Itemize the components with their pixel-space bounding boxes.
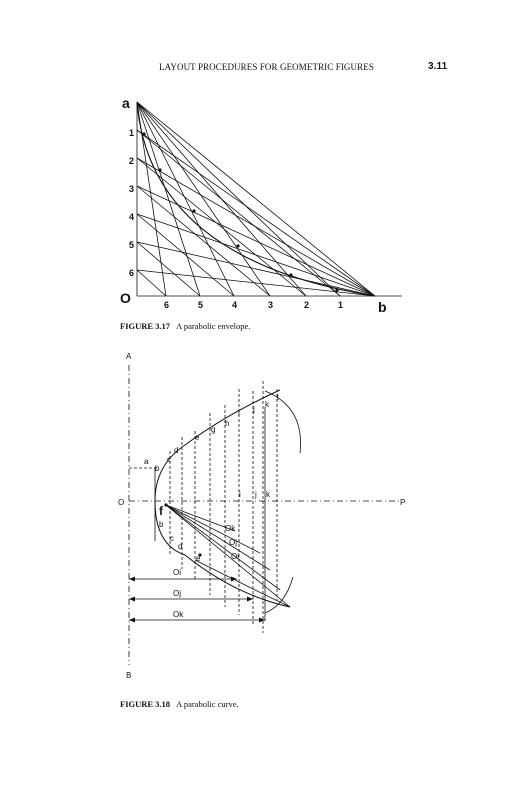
- label-j-top: j: [253, 405, 255, 414]
- dimension-Oi-label: Oi: [173, 568, 181, 577]
- label-g-top: g: [211, 425, 216, 434]
- label-h-top: h: [225, 419, 230, 428]
- bottom-tick-label: 5: [198, 300, 204, 310]
- label-d-top: d: [174, 446, 179, 455]
- figure-3-17-caption: [120, 321, 250, 331]
- dimension-Ok-label: Ok: [173, 610, 184, 619]
- left-tick-label: 5: [129, 240, 135, 250]
- bottom-tick-label: 2: [304, 300, 310, 310]
- label-e-bottom: e: [196, 554, 201, 563]
- bottom-tick-label: 3: [268, 300, 274, 310]
- radius-Oi-label: Oi: [231, 552, 239, 561]
- point-A-label: A: [126, 352, 132, 361]
- label-c-bottom: c: [170, 534, 174, 543]
- left-tick-label: 3: [129, 184, 135, 194]
- caption-number: FIGURE 3.18: [120, 699, 171, 709]
- caption-number: FIGURE 3.17: [120, 321, 171, 331]
- label-b-top: b: [155, 464, 160, 473]
- bottom-tick-label: 4: [232, 300, 238, 310]
- running-header-title: LAYOUT PROCEDURES FOR GEOMETRIC FIGURES: [159, 62, 374, 72]
- label-b-bottom: b: [159, 520, 164, 529]
- point-B-label: B: [126, 671, 132, 680]
- label-j-mid: j: [255, 490, 257, 499]
- label-k-top: k: [265, 400, 269, 409]
- page-number: 3.11: [428, 61, 448, 72]
- point-b-label: b: [378, 299, 387, 315]
- left-tick-label: 1: [129, 128, 135, 138]
- label-i-mid: i: [239, 490, 241, 499]
- label-e-top: e: [195, 433, 200, 442]
- bottom-tick-label: 6: [164, 300, 170, 310]
- bottom-tick-label: 1: [338, 300, 344, 310]
- left-tick-label: 6: [129, 268, 135, 278]
- figure-3-18-parabolic-curve: [115, 345, 415, 690]
- caption-text: A parabolic curve.: [176, 699, 239, 709]
- label-i-top: i: [238, 409, 240, 418]
- point-o-label: O: [120, 290, 131, 306]
- left-tick-label: 4: [129, 212, 135, 222]
- point-O-label: O: [118, 498, 125, 507]
- dimension-Oj-label: Oj: [173, 589, 181, 598]
- point-a-label: a: [122, 95, 130, 111]
- label-k-mid: k: [266, 490, 270, 499]
- figure-3-18-caption: [120, 699, 239, 709]
- point-P-label: P: [400, 498, 406, 507]
- label-l-top: l: [277, 393, 279, 402]
- figure-3-17-parabolic-envelope: [110, 90, 410, 315]
- label-c-top: c: [167, 455, 171, 464]
- label-a: a: [144, 457, 149, 466]
- focus-f-label: f: [159, 504, 163, 518]
- radius-Ok-label: Ok: [225, 524, 236, 533]
- left-tick-label: 2: [129, 156, 135, 166]
- caption-text: A parabolic envelope.: [176, 321, 251, 331]
- radius-Oj-label: Oj: [229, 538, 237, 547]
- label-d-bottom: d: [178, 542, 183, 551]
